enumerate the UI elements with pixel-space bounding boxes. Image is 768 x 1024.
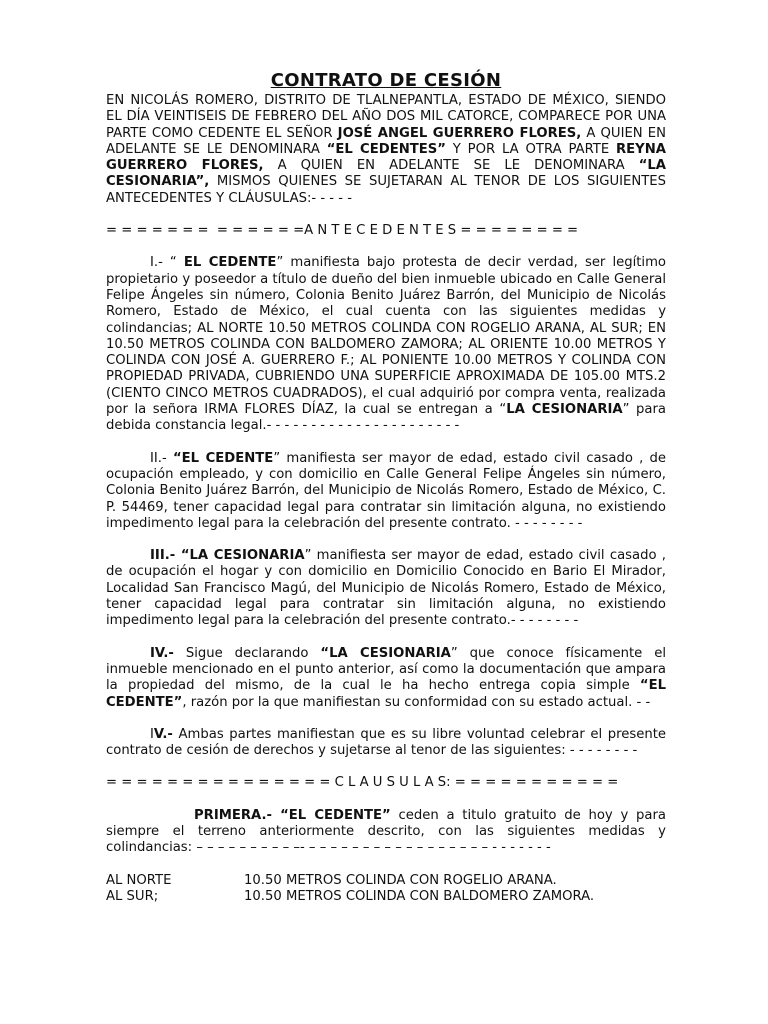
antecedente-2: II.- “EL CEDENTE” manifiesta ser mayor de edad, estado civil casado , de ocupación empleado, y con domicilio en Calle General Felipe Ángeles sin número, Colonia Benito Juárez Barrón, del Municipio de Nicolás Romero, Estado de México, C. P. 54469, tener capacidad legal para contratar sin limitación alguna, no existiendo impedimento legal para la celebración del presente contrato. - - - - - - - - [106, 450, 667, 531]
intro-paragraph: EN NICOLÁS ROMERO, DISTRITO DE TLALNEPANTLA, ESTADO DE MÉXICO, SIENDO EL DÍA VEINTISEIS DE FEBRERO DEL AÑO DOS MIL CATORCE, COMPARECE POR UNA PARTE COMO CEDENTE EL SEÑOR JOSÉ ANGEL GUERRERO FLORES, A QUIEN EN ADELANTE SE LE DENOMINARA “EL CEDENTES” Y POR LA OTRA PARTE REYNA GUERRERO FLORES, A QUIEN EN ADELANTE SE LE DENOMINARA “LA CESIONARIA”, MISMOS QUIENES SE SUJETARAN AL TENOR DE LOS SIGUIENTES ANTECEDENTES Y CLÁUSULAS:- - - - - [106, 93, 666, 206]
antecedentes-heading: = = = = = = = = = = = = =A N T E C E D E N T E S = = = = = = = = [106, 223, 579, 239]
medida-row [106, 873, 666, 889]
document-title: CONTRATO DE CESIÓN [270, 70, 502, 91]
antecedente-4: IV.- Sigue declarando “LA CESIONARIA” que conoce físicamente el inmueble mencionado en el punto anterior, así como la documentación que ampara la propiedad del mismo, de la cual le ha hecho entrega copia simple “EL CEDENTE”, razón por la que manifiestan su conformidad con su estado actual. - - [106, 645, 667, 710]
antecedente-5: IV.- Ambas partes manifiestan que es su libre voluntad celebrar el presente contrato de cesión de derechos y sujetarse al tenor de las siguientes: - - - - - - - - [106, 726, 666, 759]
cesionaria-name: REYNA GUERRERO FLORES, [106, 141, 666, 174]
cedente-name: JOSÉ ANGEL GUERRERO FLORES, [337, 125, 582, 141]
medida-direction: AL SUR; [106, 888, 159, 904]
antecedente-3: III.- “LA CESIONARIA” manifiesta ser mayor de edad, estado civil casado , de ocupación el hogar y con domicilio en Domicilio Conocido en Bario El Mirador, Localidad San Francisco Magú, del Municipio de Nicolás Romero, Estado de México, tener capacidad legal para contratar sin limitación alguna, no existiendo impedimento legal para la celebración del presente contrato.- - - - - - - - [106, 548, 666, 629]
contract-page [106, 70, 666, 905]
clausulas-heading: = = = = = = = = = = = = = = = C L A U S U L A S: = = = = = = = = = = = [106, 775, 619, 791]
medida-row [106, 889, 666, 905]
medida-description: 10.50 METROS COLINDA CON BALDOMERO ZAMORA. [244, 888, 595, 904]
medida-direction: AL NORTE [106, 872, 172, 888]
medida-description: 10.50 METROS COLINDA CON ROGELIO ARANA. [244, 872, 557, 888]
antecedente-1: I.- “ EL CEDENTE” manifiesta bajo protesta de decir verdad, ser legítimo propietario y poseedor a título de dueño del bien inmueble ubicado en Calle General Felipe Ángeles sin número, Colonia Benito Juárez Barrón, del Municipio de Nicolás Romero, Estado de México, el cual cuenta con las siguientes medidas y colindancias; AL NORTE 10.50 METROS COLINDA CON ROGELIO ARANA, AL SUR; EN 10.50 METROS COLINDA CON BALDOMERO ZAMORA; AL ORIENTE 10.00 METROS Y COLINDA CON JOSÉ A. GUERRERO F.; AL PONIENTE 10.00 METROS Y COLINDA CON PROPIEDAD PRIVADA, CUBRIENDO UNA SUPERFICIE APROXIMADA DE 105.00 MTS.2 (CIENTO CINCO METROS CUADRADOS), el cual adquirió por compra venta, realizada por la señora IRMA FLORES DÍAZ, la cual se entregan a “LA CESIONARIA” para debida constancia legal.- - - - - - - - - - - - - - - - - - - - - - [106, 255, 667, 434]
clausula-primera: PRIMERA.- “EL CEDENTE” ceden a titulo gratuito de hoy y para siempre el terreno anteriormente descrito, con las siguientes medidas y colindancias: – – – – – – – – – –- – – – – – – – – – – – – – – – – – - - - - - - - [106, 807, 667, 856]
medidas-list [106, 873, 666, 905]
